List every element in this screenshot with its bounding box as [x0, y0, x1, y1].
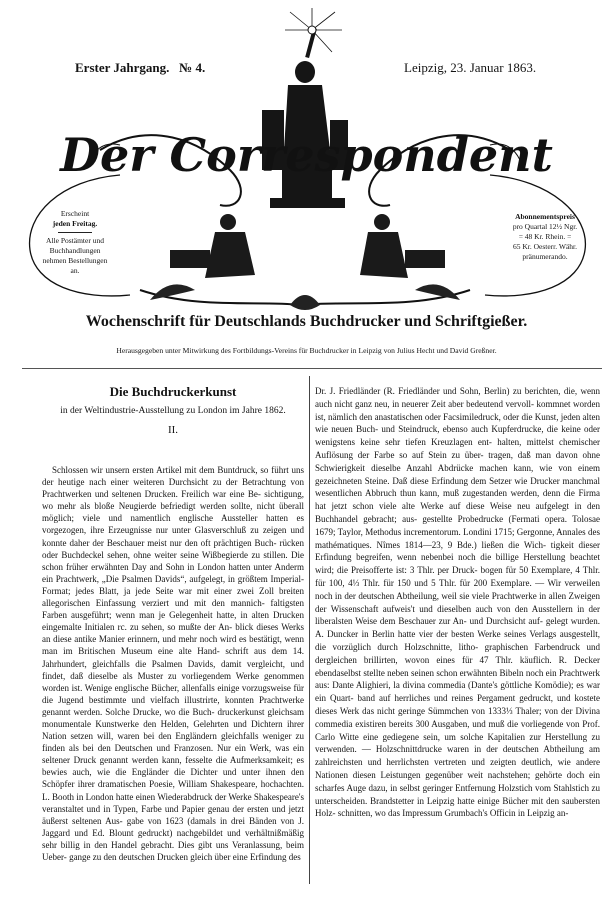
text-line: Schlossen wir unsern ersten Artikel mit dem Buntdruck, so führt: [52, 465, 289, 475]
text-line: und konnte daher der Beschauer meist nur den oft prächtigen Buch-: [42, 525, 304, 548]
text-line: faltigsten Farben ausgeführt; wenn man je Gelegenheit hatte, in: [42, 598, 305, 621]
text-line: graphischen Farbendruck und dergleichen brillirten, wovon eines für: [315, 641, 601, 665]
text-line: gegenüber weit nachstehen; gehörte doch ein scharfes Auge dazu, in: [315, 769, 600, 793]
seated-figure-right: [360, 214, 445, 278]
text-line: William Shakespeare, hochachten. L. Booth in London hatte einen: [42, 779, 304, 802]
price-line: = 48 Kr. Rhein. =: [518, 232, 572, 241]
volume-label: Erster Jahrgang.: [75, 60, 170, 75]
newspaper-title: Der Correspondent: [60, 128, 553, 182]
text-line: und 5 Thlr. für 200 Exemplare. — Wir verweilen noch in der: [315, 577, 601, 601]
appears-line: jeden Freitag.: [52, 219, 98, 228]
header-rule: [22, 368, 602, 369]
text-line: dem Setzer wie Drucker manchmal wesentlichen Abbruch thun kann, muß: [315, 475, 601, 499]
publication-info: [36, 209, 114, 276]
text-line: waren in der deutschen Abtheilung am zahlreichsten und herrlichsten: [315, 744, 600, 768]
masthead-volume: [75, 60, 205, 76]
subscription-price: [500, 212, 590, 262]
text-line: Werke genommen worden ist. Wenige englische Bücher, allenfalls: [42, 670, 304, 693]
text-line: druckerkunst gleichsam monumentale Kunstwerke den Helden, Gelehrten: [42, 706, 304, 729]
text-line: erwähnten Bibeln noch ein Prachtwerk aus: Dante Alighieri, la: [315, 667, 600, 691]
text-line: zwei Zoll breiten allegorischen Einfassung verziert und mit den mannich-: [42, 585, 305, 609]
text-line: größtem Imperial-Format; jedes Blatt, ja jede Seite war mit einer: [42, 573, 304, 596]
place-date: Leipzig, 23. Januar 1863.: [404, 60, 537, 75]
text-line: einige vorzugsweise für die Jugend bestimmte und vielfach illustrirte,: [42, 682, 305, 705]
divider: [58, 232, 92, 233]
text-line: von Prachtwerken und seltenen Drucken. Freilich war eine Be-: [42, 477, 305, 500]
text-line: fesselte die Aufmerksamkeit; es bewies auch, wie die Engländer die: [42, 755, 305, 778]
text-line: Anderm ein Prachtwerk, „Die Psalmen Davids“, aufgelegt, in: [42, 561, 304, 584]
text-line: gelegt wurden. A. Duncker in Berlin hatte vier der besten Werke: [315, 616, 600, 640]
orders-line: an.: [70, 266, 80, 275]
text-line: Nur ein Werk, was ein seltener Druck genannt werden kann,: [42, 743, 304, 766]
article-title: Die Buchdruckerkunst: [109, 384, 237, 399]
text-line: tragen, daß man davon ohne Schwierigkeit dieselbe Anzahl Abdrücke: [315, 449, 600, 473]
text-line: es vorgezogen, ihre Erzeugnisse nur unter Glasverschluß zu zeigen: [42, 513, 305, 536]
text-line: tigkeit dieser Erfindung begreifen, wenn nebenbei noch die billige: [315, 539, 600, 563]
text-line: der liberalsten Weise dem Beschauer zur An- und Durchsicht auf-: [315, 603, 601, 627]
text-line: schrift aus dem 14. Jahrhundert, gleichfalls die Psalmen Davids,: [42, 646, 305, 669]
text-line: uns der heutige nach einer weiteren Durchsicht zu der Betrachtung: [42, 465, 305, 488]
newspaper-subtitle: Wochenschrift für Deutschlands Buchdrucker und Schriftgießer.: [85, 313, 528, 330]
article-column-right: [315, 385, 600, 820]
text-line: die Kunst, jeden alten wie neuen Buch- und Steindruck, ebenso auch: [315, 411, 601, 435]
text-line: Dr. J. Friedländer (R. Friedländer und Sohn, Berlin) zu berichten,: [315, 386, 561, 396]
text-line: Brandstetter in Leipzig hatte einige Bücher mit den saubersten Holz-: [315, 795, 600, 819]
text-line: deutschen Abtheilung, weil sie viele Prachtwerke in allen Zweigen: [358, 590, 600, 601]
text-line: auf diese Weise neu aufgelegt in den Buchhandel gebracht; aus-: [315, 501, 601, 524]
price-line: 65 Kr. Oesterr. Währ.: [512, 242, 577, 251]
seated-figure-left: [170, 214, 255, 278]
text-line: zugestanden werden, denn die Firma hat jetzt schon viele alte Werke: [315, 488, 600, 512]
price-line: pro Quartal 12½ Ngr.: [512, 222, 578, 231]
text-line: vorliegende von Prof. Carlo Witte eine gediegene sein, um solche: [315, 718, 601, 742]
text-line: gabe von 1623 (damals in drei Bänden von J. Jaggard und: [42, 815, 304, 838]
text-line: die, wenn auch nicht ganz neu, in neuerer Zeit aber bedeutend vervoll-: [315, 386, 600, 409]
article-part: II.: [167, 424, 179, 436]
ornament-foliage: [150, 284, 460, 310]
text-line: gange zu den deutschen Drucken gleich über eine Erfindung des: [69, 852, 301, 862]
text-line: 47 Thlr. käuflich. R. Decker ebendaselbst stellte neben seinen schon: [315, 654, 600, 678]
text-line: Ed. Blount gedruckt) nachgebildet und verhältnißmäßig sehr billig in: [42, 827, 304, 850]
text-line: gleichfalls weniger zu finden als bei den Deutschen und Franzosen.: [42, 731, 305, 754]
text-line: Die schon früher erwähnten Day and Sohn in London hatten unter: [42, 549, 305, 572]
text-line: seines Verlags ausgestellt, die vorzüglich durch Holzschnitte, litho-: [315, 629, 600, 652]
appears-line: Erscheint: [60, 209, 90, 218]
text-line: rücken oder Buchdeckel sehen, ohne weiter seine Wißbegierde zu stillen.: [42, 537, 305, 560]
orders-line: nehmen Bestellungen: [42, 256, 108, 265]
text-line: Dichter und unter ihnen den Schöpfer ihrer dramatischen Poesie,: [42, 767, 305, 790]
column-divider: [309, 376, 310, 884]
price-line: pränumerando.: [522, 252, 568, 261]
text-line: alten Drucken eingemalte Initialen rc. zu sehen, so mußte der An-: [42, 610, 305, 633]
text-line: Methodus incrementorum. Londini 1715; Gergonne, Annales: [365, 526, 586, 537]
text-line: Wiederabdruck der Werke Shakespeare's veranstaltet und in Typen,: [42, 791, 304, 814]
issue-number: № 4.: [179, 60, 206, 75]
text-line: Werk das nicht geringe Sümmchen von 1333⅓ Thaler; von der: [339, 705, 573, 716]
text-line: machen kann, wie von einem gezeichneten Steine. Daß diese Erfindung: [315, 462, 600, 486]
text-line: und Dichtern ihrer Nation setzen will, waren bei den Engländern: [42, 718, 304, 742]
text-line: nicht überall möglich; viele und namentlich englische Aussteller hatten: [42, 501, 305, 524]
text-line: sichtigung, wo mehr als bloße Neugierde befriedigt werden sollte,: [42, 489, 305, 512]
article-column-left: [42, 464, 304, 863]
text-line: wird es bestätigt, wenn man im Britischen Museum eine alte Hand-: [42, 634, 305, 657]
text-line: konnten Prachtwerke genannt werden. Solche Drucke, wo die Buch-: [42, 694, 304, 717]
text-line: Divina commedia existiren bereits 300 Ausgaben, und muß die: [315, 705, 601, 729]
text-line: vertreten und zeigten deutlich, wie andere Nationen diesen Leistungen: [315, 757, 600, 780]
text-line: Kupferdrucke, die keine oder wenigstens keine sehr tiefen Kreuzlagen ent-: [315, 424, 601, 448]
text-line: band auf herrliches und reines Pergament gedruckt, und kostete dieses: [315, 693, 600, 716]
text-line: divina commedia (Dante's göttliche Komödie); es war ein Quart-: [315, 680, 600, 704]
text-line: damit vergleicht, und findet, daß dieselbe als Muster zu vorliegendem: [42, 658, 304, 681]
text-line: gestellte Probedrucke (Fermati opera. Tolosae 1679; Taylor,: [315, 513, 601, 537]
text-line: blick dieses Werks an diese antike Manier erinnern, und mehr noch: [42, 622, 305, 645]
price-line: Abonnementspreis: [515, 212, 575, 221]
text-line: bogen für 50 Exemplare, 4 Thlr. für 100, 4⅓ Thlr. für 150: [315, 565, 600, 588]
orders-line: Buchhandlungen: [49, 246, 101, 255]
text-line: Farbe und Papier genau der ersten und jetzt äußerst seltenen Aus-: [42, 803, 305, 826]
text-line: den Handel gebracht. Dies gibt uns Veranlassung, beim Ueber-: [42, 839, 305, 862]
text-line: der Wissenschaft aufweis't und dieselben auch von den Ausstellern in: [315, 603, 585, 614]
text-line: halten, mittelst chemischer Auflösung der Farbe so auf Stein zu über-: [315, 437, 600, 460]
editors-line: Herausgegeben unter Mitwirkung des Fortbildungs-Vereins für Buchdrucker in Leipzig von Julius Hecht und David Greßner.: [116, 346, 497, 355]
article-subtitle: in der Weltindustrie-Ausstellung zu London im Jahre 1862.: [60, 406, 286, 416]
text-line: schnitten, wo das Impressum Grumbach's Officin in Leipzig an-: [337, 808, 569, 819]
orders-line: Alle Postämter und: [46, 236, 104, 245]
text-line: kommnet worden ist, nämlich den anastatischen oder Facsimiledruck, oder: [315, 398, 601, 422]
text-line: Kapitalien zur Herstellung zu verwenden. — Holzschnittdrucke: [315, 731, 601, 755]
text-line: selbst geringer Entfernung Holzstich vom Stahlstich zu unterscheiden.: [315, 782, 600, 806]
text-line: des mathématiques. Nîmes 1814—23, 9 Bde.) ließen die Wich-: [315, 526, 600, 550]
text-line: Herstellung beachtet wird; die Preisofferte ist: 3 Thlr. per Druck-: [315, 552, 600, 576]
